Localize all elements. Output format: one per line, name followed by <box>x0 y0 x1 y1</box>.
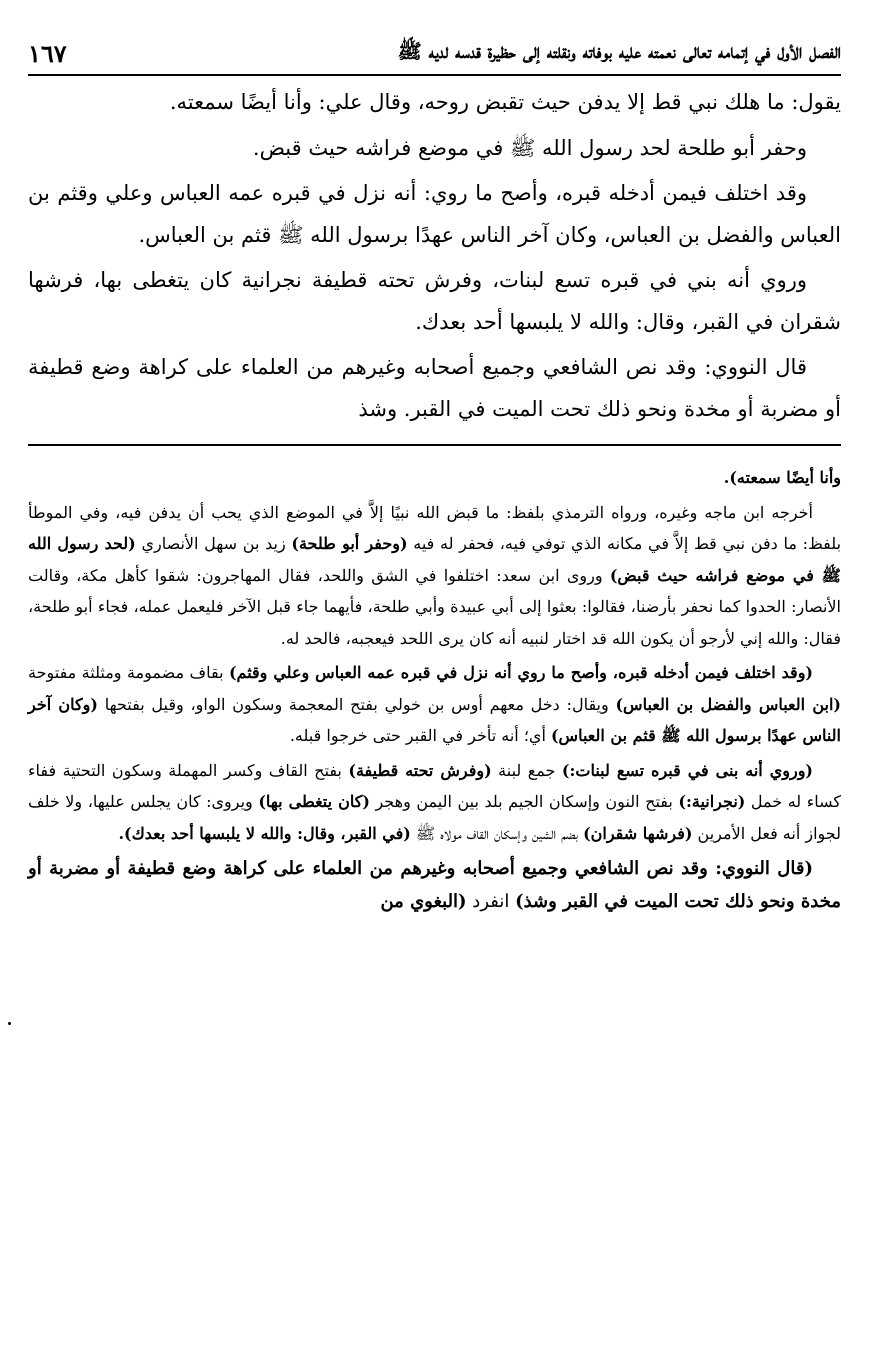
main-paragraph: وقد اختلف فيمن أدخله قبره، وأصح ما روي: أنه نزل في قبره عمه العباس وعلي وقثم بن العباس والفضل بن العباس، وكان آخر الناس عهدًا برسول الله ﷺ قثم بن العباس. <box>28 181 841 247</box>
commentary-text: أخرجه ابن ماجه وغيره، ورواه الترمذي بلفظ: ما قبض الله نبيًا إلاَّ في الموضع الذي يحب أن يدفن فيه، وفي الموطأ بلفظ: ما دفن نبي قط إلاَّ في مكانه الذي توفي فيه، فحفر له فيه <box>28 502 842 553</box>
quoted-matn: (كان يتغطى بها) <box>258 792 370 811</box>
quoted-matn: (وحفر أبو طلحة) <box>291 534 408 553</box>
note-paragraph <box>28 657 841 752</box>
main-paragraph: يقول: ما هلك نبي قط إلا يدفن حيث تقبض روحه، وقال علي: وأنا أيضًا سمعته. <box>169 90 841 114</box>
quoted-matn: (نجرانية:) <box>678 792 746 811</box>
quoted-matn: (ابن العباس والفضل بن العباس) <box>615 694 841 714</box>
quoted-matn: (لحد رسول الله ﷺ في موضع فراشه حيث قبض) <box>28 534 841 585</box>
commentary-text: ويقال: دخل معهم أوس بن خولي بفتح المعجمة وسكون الواو، وقيل بفتحها <box>97 694 616 714</box>
note-paragraph <box>28 852 841 918</box>
commentary-text: زيد بن سهل الأنصاري <box>135 534 292 553</box>
book-page <box>28 30 841 1339</box>
chapter-running-title: الفصل الأول في إتمامه تعالى نعمته عليه بوفاته ونقلته إلى حظيرة قدسه لديه ﷺ <box>397 39 841 63</box>
main-text <box>28 82 841 430</box>
margin-mark <box>8 1022 11 1025</box>
note-paragraph <box>28 462 841 494</box>
quoted-matn: (فرشها شقران) <box>583 823 693 843</box>
commentary-text: انفرد <box>466 891 516 912</box>
commentary-text: بضم الشين وإسكان القاف مولاه ﷺ <box>410 823 584 843</box>
main-paragraph: قال النووي: وقد نص الشافعي وجميع أصحابه وغيرهم من العلماء على كراهة وضع قطيفة أو مضربة أو مخدة ونحو ذلك تحت الميت في القبر. وشذ <box>28 355 841 421</box>
note-paragraph <box>28 755 841 850</box>
commentary-notes <box>28 462 841 918</box>
commentary-text: جمع لبنة <box>491 760 562 780</box>
commentary-text: بفتح النون وإسكان الجيم بلد بين اليمن وهجر <box>369 792 679 811</box>
quoted-matn: (وكان آخر الناس عهدًا برسول الله ﷺ قثم بن العباس) <box>28 694 841 745</box>
quoted-matn: (قال النووي: وقد نص الشافعي وجميع أصحابه وغيرهم من العلماء على كراهة وضع قطيفة أو مضربة أو مخدة ونحو ذلك تحت الميت في القبر وشذ) <box>28 858 841 912</box>
main-paragraph: وروي أنه بني في قبره تسع لبنات، وفرش تحته قطيفة نجرانية كان يتغطى بها، فرشها شقران في القبر، وقال: والله لا يلبسها أحد بعدك. <box>28 268 841 334</box>
commentary-text: ويروى: كان يجلس عليها، ولا خلف لجواز أنه فعل الأمرين <box>28 792 841 843</box>
quoted-matn: (وقد اختلف فيمن أدخله قبره، وأصح ما روي أنه نزل في قبره عمه العباس وعلي وقثم) <box>228 663 814 682</box>
quoted-matn: (البغوي من <box>380 891 467 912</box>
commentary-text: بقاف مضمومة ومثلثة مفتوحة <box>28 663 229 682</box>
note-paragraph <box>28 497 841 655</box>
page-header <box>28 30 841 76</box>
quoted-matn: (وفرش تحته قطيفة) <box>348 760 492 780</box>
footnote-separator <box>28 444 841 446</box>
quoted-matn: وأنا أيضًا سمعته). <box>723 468 841 487</box>
commentary-text: وروى ابن سعد: اختلفوا في الشق واللحد، فقال المهاجرون: شقوا كأهل مكة، وقالت الأنصار: الحدوا كما نحفر بأرضنا، فقالوا: بعثوا إلى أبي عبيدة وأبي طلحة، فأيهما جاء قبل الآخر فليعمل عمله، فجاء أبو طلحة، فقال: والله إني لأرجو أن يكون الله قد اختار لنبيه أنه كان يرى اللحد فيعجبه، فالحد له. <box>28 565 841 648</box>
commentary-text: أي؛ أنه تأخر في القبر حتى خرجوا قبله. <box>289 726 551 745</box>
quoted-matn: (وروي أنه بنى في قبره تسع لبنات:) <box>561 760 814 780</box>
main-paragraph: وحفر أبو طلحة لحد رسول الله ﷺ في موضع فراشه حيث قبض. <box>252 135 807 160</box>
quoted-matn: (في القبر، وقال: والله لا يلبسها أحد بعدك). <box>118 823 411 843</box>
commentary-text: بفتح القاف وكسر المهملة وسكون التحتية ففاء كساء له خمل <box>28 760 841 811</box>
page-number: ١٦٧ <box>28 39 67 68</box>
